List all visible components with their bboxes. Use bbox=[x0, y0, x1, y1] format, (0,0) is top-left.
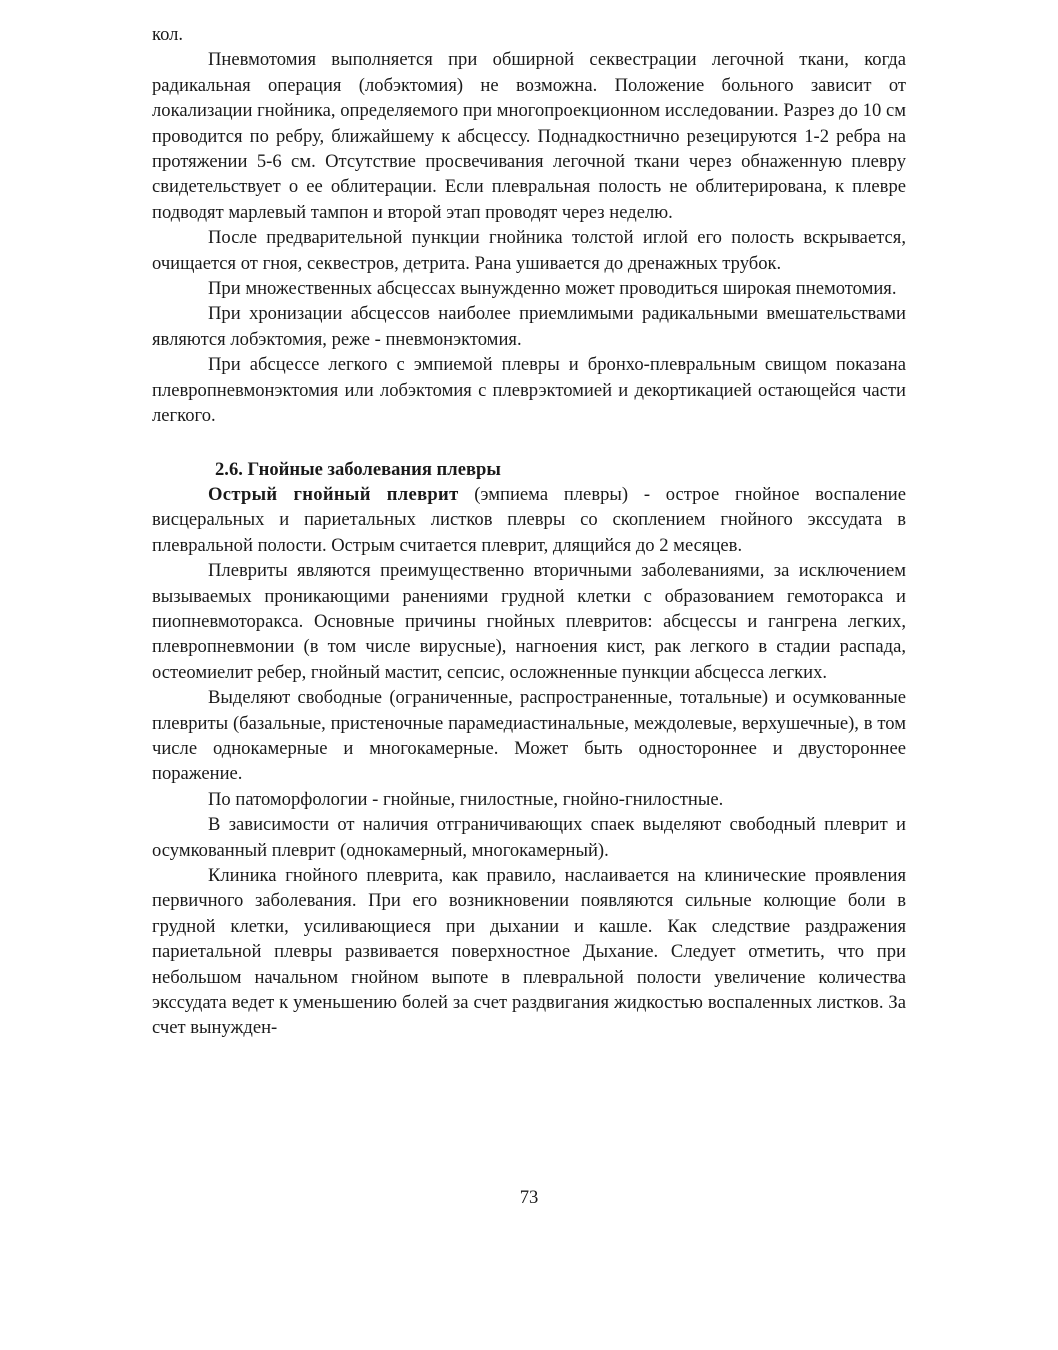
text-fragment: кол. bbox=[152, 24, 184, 45]
definition-text: (эмпиема плевры) - острое гнойное воспаление висцеральных и париетальных листков плевры со скоплением гнойного экссудата в плевральной полости. Острым считается плеврит, длящийся до 2 месяцев. bbox=[152, 483, 906, 556]
section-heading: 2.6. Гнойные заболевания плевры bbox=[215, 458, 501, 480]
paragraph-pneumotomy: Пневмотомия выполняется при обширной секвестрации легочной ткани, когда радикальная операция (лобэктомия) не возможна. Положение больного зависит от локализации гнойника, определяемого при многопроекционном исследовании. Разрез до 10 см проводится по ребру, ближайшему к абсцессу. Поднадкостнично резецируются 1-2 ребра на протяжении 5-6 см. Отсутствие просвечивания легочной ткани через обнаженную плевру свидетельствует о ее облитерации. Если плевральная полость не облитерирована, к плевре подводят марлевый тампон и второй этап проводят через неделю. bbox=[152, 49, 906, 223]
paragraph-pathomorphology: По патоморфологии - гнойные, гнилостные, гнойно-гнилостные. bbox=[208, 788, 724, 810]
page-number: 73 bbox=[519, 1187, 539, 1208]
paragraph-empyema-abscess: При абсцессе легкого с эмпиемой плевры и бронхо-плевральным свищом показана плевропневмонэктомия или лобэктомия с плеврэктомией и декортикацией остающейся части легкого. bbox=[152, 354, 906, 427]
paragraph-classification: Выделяют свободные (ограниченные, распространенные, тотальные) и осумкованные плевриты (базальные, пристеночные парамедиастинальные, междолевые, верхушечные), в том числе однокамерные и многокамерные. Может быть одностороннее и двустороннее поражение. bbox=[152, 687, 906, 785]
paragraph-chronic-abscesses: При хронизации абсцессов наиболее приемлимыми радикальными вмешательствами являются лобэктомия, реже - пневмонэктомия. bbox=[152, 303, 906, 350]
paragraph-clinic: Клиника гнойного плеврита, как правило, наслаивается на клинические проявления первичного заболевания. При его возникновении появляются сильные колющие боли в грудной клетки, усиливающиеся при дыхании и кашле. Как следствие раздражения париетальной плевры развивается поверхностное Дыхание. Следует отметить, что при небольшом начальном гнойном выпоте в плевральной полости увеличение количества экссудата ведет к уменьшению болей за счет раздвигания жидкостью воспаленных листков. За счет вынужден- bbox=[152, 865, 906, 1039]
page-body bbox=[152, 22, 906, 1041]
paragraph-etiology: Плевриты являются преимущественно вторичными заболеваниями, за исключением вызываемых проникающими ранениями грудной клетки с образованием гемоторакса и пиопневмоторакса. Основные причины гнойных плевритов: абсцессы и гангрена легких, плевропневмонии (в том числе вирусные), нагноения кист, рак легкого в стадии распада, остеомиелит ребер, гнойный мастит, сепсис, осложненные пункции абсцесса легких. bbox=[152, 560, 906, 683]
paragraph-puncture: После предварительной пункции гнойника толстой иглой его полость вскрывается, очищается от гноя, секвестров, детрита. Рана ушивается до дренажных трубок. bbox=[152, 227, 906, 274]
paragraph-adhesions: В зависимости от наличия отграничивающих спаек выделяют свободный плеврит и осумкованный плеврит (однокамерный, многокамерный). bbox=[152, 814, 906, 861]
paragraph-definition bbox=[152, 482, 906, 558]
definition-term: Острый гнойный плеврит bbox=[208, 483, 459, 505]
paragraph-multiple-abscesses: При множественных абсцессах вынужденно может проводиться широкая пнемотомия. bbox=[208, 278, 897, 300]
